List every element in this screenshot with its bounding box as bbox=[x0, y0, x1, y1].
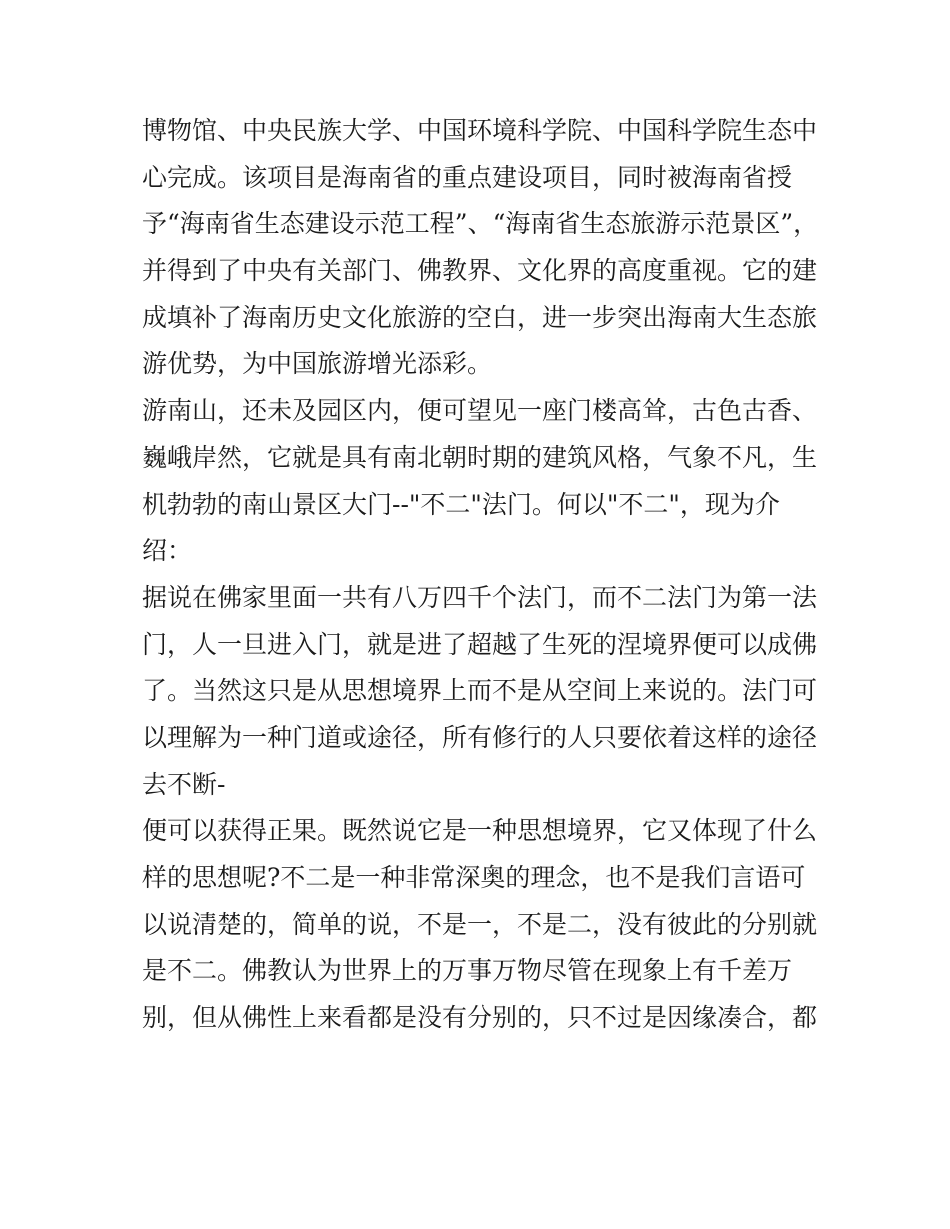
text-line: 去不断- bbox=[142, 769, 226, 799]
text-line: 以理解为一种门道或途径，所有修行的人只要依着这样的途径 bbox=[142, 722, 818, 752]
text-line: 予“海南省生态建设示范工程”、“海南省生态旅游示范景区”， bbox=[142, 209, 819, 239]
text-line: 了。当然这只是从思想境界上而不是从空间上来说的。法门可 bbox=[142, 676, 818, 706]
text-line: 门，人一旦进入门，就是进了超越了生死的涅境界便可以成佛 bbox=[142, 629, 818, 659]
text-line: 巍峨岸然，它就是具有南北朝时期的建筑风格，气象不凡，生 bbox=[142, 442, 818, 472]
text-line: 是不二。佛教认为世界上的万事万物尽管在现象上有千差万 bbox=[142, 956, 793, 986]
text-line: 博物馆、中央民族大学、中国环境科学院、中国科学院生态中 bbox=[142, 116, 818, 145]
text-line: 成填补了海南历史文化旅游的空白，进一步突出海南大生态旅 bbox=[142, 302, 818, 332]
text-line: 据说在佛家里面一共有八万四千个法门，而不二法门为第一法 bbox=[142, 582, 818, 612]
text-line: 心完成。该项目是海南省的重点建设项目，同时被海南省授 bbox=[142, 162, 793, 192]
text-line: 便可以获得正果。既然说它是一种思想境界，它又体现了什么 bbox=[142, 816, 818, 846]
text-line: 游南山，还未及园区内，便可望见一座门楼高耸，古色古香、 bbox=[142, 396, 818, 426]
text-line: 机勃勃的南山景区大门--"不二"法门。何以"不二"，现为介 bbox=[142, 489, 780, 519]
text-line: 样的思想呢?不二是一种非常深奥的理念，也不是我们言语可 bbox=[142, 863, 806, 892]
body-text bbox=[142, 108, 822, 1042]
text-line: 游优势，为中国旅游增光添彩。 bbox=[142, 349, 493, 379]
text-line: 以说清楚的，简单的说，不是一，不是二，没有彼此的分别就 bbox=[142, 909, 818, 939]
text-line: 别，但从佛性上来看都是没有分别的，只不过是因缘凑合，都 bbox=[142, 1003, 818, 1033]
text-line: 并得到了中央有关部门、佛教界、文化界的高度重视。它的建 bbox=[142, 256, 818, 286]
text-line: 绍： bbox=[142, 536, 193, 566]
